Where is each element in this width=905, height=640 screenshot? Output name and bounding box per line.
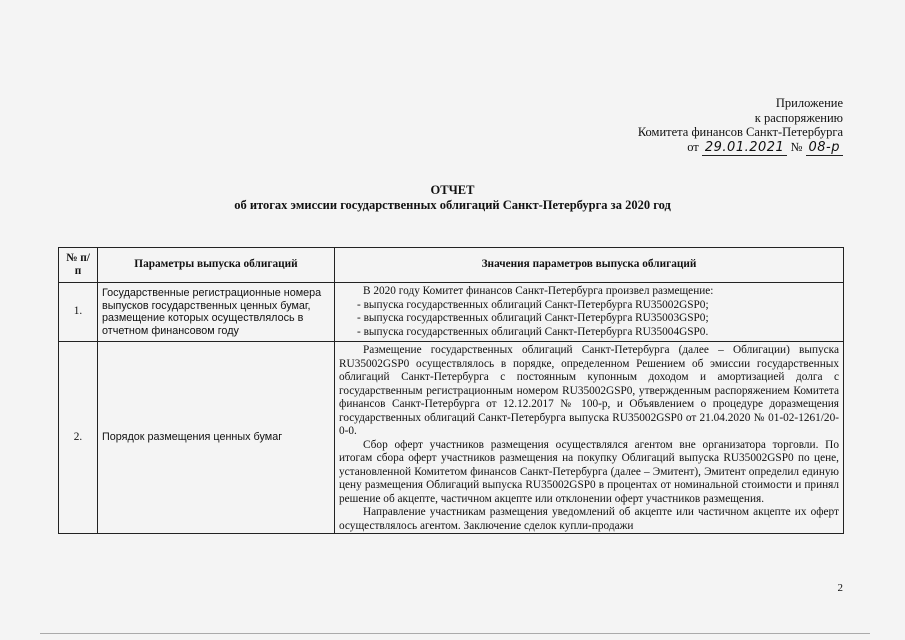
title-main: ОТЧЕТ [430,183,475,197]
date-prefix: от [687,139,699,154]
report-table [58,247,844,534]
row-2-value [335,342,844,534]
handwritten-date: 29.01.2021 [702,140,787,156]
table-row [59,342,844,534]
row-2-param: Порядок размещения ценных бумаг [98,342,335,534]
appendix-block [638,96,843,155]
scan-edge-line [40,633,870,634]
document-title [0,183,905,213]
row-1-value [335,283,844,342]
appendix-date-line [638,140,843,156]
row-2-paragraph-3: Направление участникам размещения уведомлений об акцепте или частичном акцепте их оферт осуществлялось агентом. Заключение сделок купли-продажи [339,506,839,532]
row-2-num: 2. [59,342,98,534]
row-2-paragraph-1: Размещение государственных облигаций Санкт-Петербурга (далее – Облигации) выпуска RU35002GSP0 осуществлялось в порядке, определенном Решением об эмиссии государственных облигаций Санкт-Петербурга с постоянным купонным доходом и амортизацией долга с государственным регистрационным номером RU35002GSP0, утвержденным распоряжением Комитета финансов Санкт-Петербурга от 12.12.2017 № 100-р, и Объявлением о процедуре доразмещения государственных облигаций Санкт-Петербурга выпуска RU35002GSP0 от 21.04.2020 № 01-02-1261/20-0-0. [339,344,839,437]
row-2-paragraph-2: Сбор оферт участников размещения осуществлялся агентом вне организатора торговли. По итогам сбора оферт участников размещения на покупку Облигаций выпуска RU35002GSP0 по цене, установленной Комитетом финансов Санкт-Петербурга (далее – Эмитент), Эмитент определил единую цену размещения Облигаций выпуска RU35002GSP0 в процентах от номинальной стоимости и принял решение об акцепте, частичном акцепте или отклонении оферт участников размещения. [339,438,839,505]
title-sub: об итогах эмиссии государственных облигаций Санкт-Петербурга за 2020 год [234,198,671,212]
row-1-num: 1. [59,283,98,342]
header-num: № п/п [59,248,98,283]
page-number: 2 [837,582,843,594]
row-1-param: Государственные регистрационные номера выпусков государственных ценных бумаг, размещение которых осуществлялось в отчетном финансовом году [98,283,335,342]
row-1-item: - выпуска государственных облигаций Санкт-Петербурга RU35002GSP0; [357,298,709,311]
row-1-item: - выпуска государственных облигаций Санкт-Петербурга RU35003GSP0; [357,312,709,324]
row-1-item: - выпуска государственных облигаций Санкт-Петербурга RU35004GSP0. [357,325,709,338]
table-header-row [59,248,844,283]
table-row [59,283,844,342]
row-1-intro: В 2020 году Комитет финансов Санкт-Петербурга произвел размещение: [363,285,714,297]
number-label: № [790,139,803,154]
appendix-line-1: Приложение [775,96,843,110]
header-param: Параметры выпуска облигаций [98,248,335,283]
appendix-line-2: к распоряжению [754,110,843,125]
header-value: Значения параметров выпуска облигаций [335,248,844,283]
appendix-line-3: Комитета финансов Санкт-Петербурга [637,125,843,139]
handwritten-number: 08-р [806,140,844,156]
